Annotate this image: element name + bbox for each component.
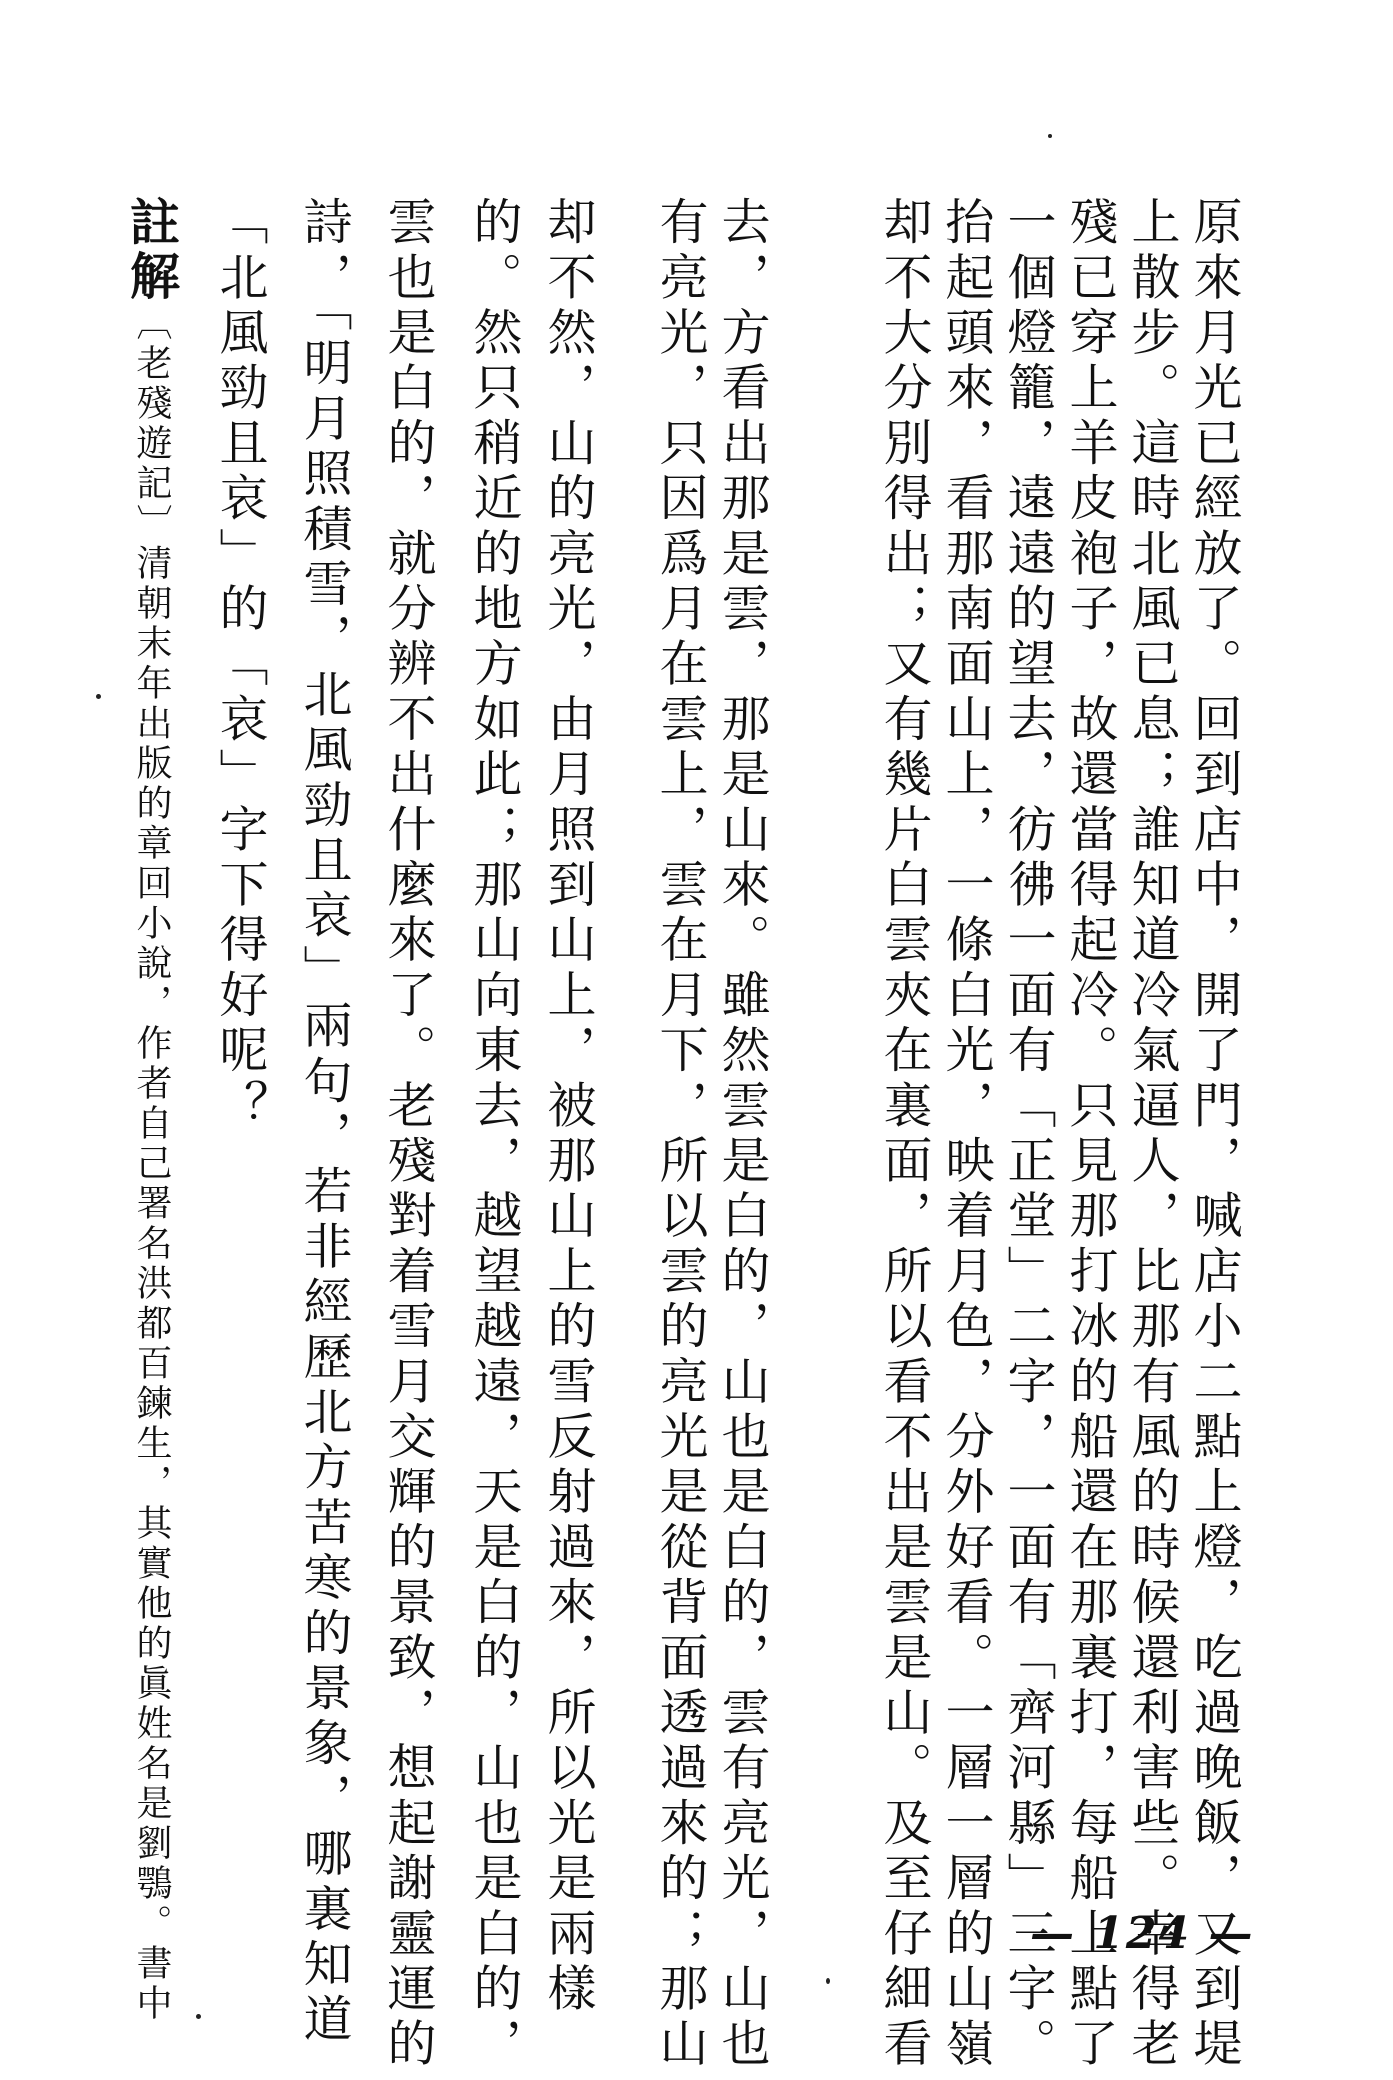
- text-column-2: 上散步。這時北風已息；誰知道冷氣逼人，比那有風的時候還利害些。幸得老: [1124, 196, 1181, 2073]
- annotation-title: 註解: [122, 196, 181, 304]
- annotation-body: 〔老殘遊記〕清朝末年出版的章回小說，作者自己署名洪都百鍊生，其實他的眞姓名是劉鶚。書中: [131, 304, 172, 2024]
- text-column-4: 一個燈籠，遠遠的望去，彷彿一面有「正堂」二字，一面有「齊河縣」三字。: [1000, 196, 1057, 2073]
- annotation-column: [122, 196, 181, 2024]
- text-column-9: 却不然，山的亮光，由月照到山上，被那山上的雪反射過來，所以光是兩樣: [540, 196, 597, 2018]
- text-column-8: 有亮光，只因爲月在雲上，雲在月下，所以雲的亮光是從背面透過來的；那山: [652, 196, 709, 2073]
- text-column-3: 殘已穿上羊皮袍子，故還當得起冷。只見那打冰的船還在那裏打，每船上點了: [1062, 196, 1119, 2073]
- text-column-5: 抬起頭來，看那南面山上，一條白光，映着月色，分外好看。一層一層的山嶺: [938, 196, 995, 2073]
- print-speck: [196, 2014, 201, 2019]
- text-column-1: 原來月光已經放了。回到店中，開了門，喊店小二點上燈，吃過晚飯，又到堤: [1186, 196, 1243, 2073]
- text-column-11: 雲也是白的，就分辨不出什麼來了。老殘對着雪月交輝的景致，想起謝靈運的: [380, 196, 437, 2073]
- print-speck: [826, 1978, 830, 1984]
- print-speck: [96, 694, 101, 699]
- page-number: — 124 —: [1030, 1908, 1255, 1959]
- text-column-6: 却不大分別得出；又有幾片白雲夾在裏面，所以看不出是雲是山。及至仔細看: [876, 196, 933, 2073]
- text-column-13: 「北風勁且哀」的「哀」字下得好呢？: [212, 196, 269, 1135]
- print-speck: [1048, 134, 1052, 138]
- text-column-12: 詩，「明月照積雪，北風勁且哀」兩句，若非經歷北方苦寒的景象，哪裏知道: [296, 196, 353, 2049]
- text-column-7: 去，方看出那是雲，那是山來。雖然雲是白的，山也是白的，雲有亮光，山也: [714, 196, 771, 2073]
- text-column-10: 的。然只稍近的地方如此；那山向東去，越望越遠，天是白的，山也是白的，: [466, 196, 523, 2073]
